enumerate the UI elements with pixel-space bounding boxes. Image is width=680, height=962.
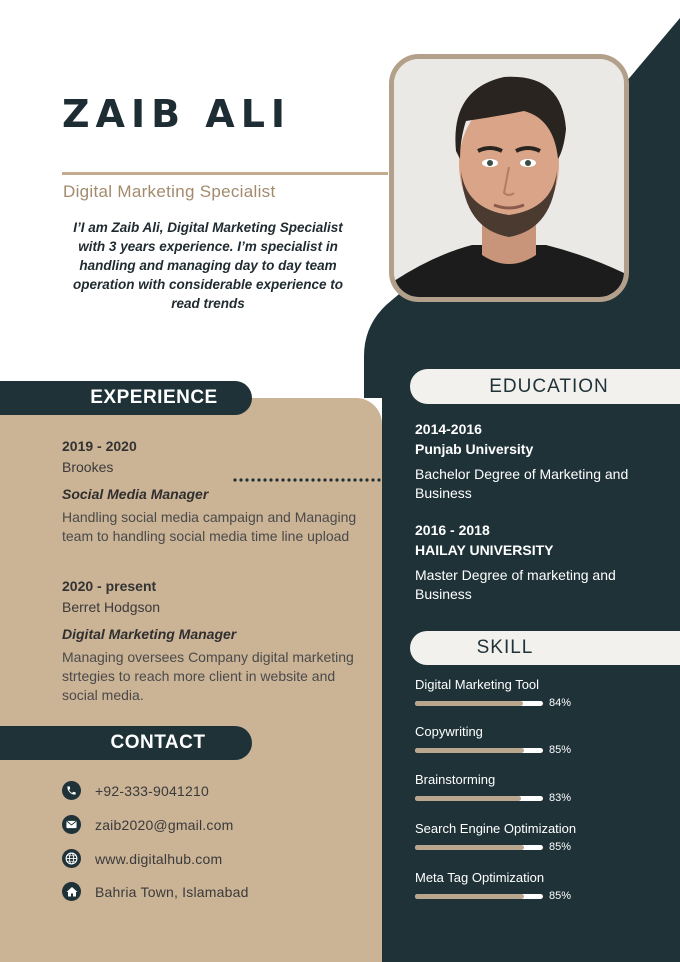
candidate-name: ZAIB ALI (62, 92, 292, 136)
experience-description: Handling social media campaign and Managing team to handling social media time line upload (62, 509, 357, 544)
skill-bar (415, 842, 655, 854)
skill-percent: 85% (549, 890, 572, 902)
skill-name: Meta Tag Optimization (415, 870, 545, 885)
phone-icon (62, 781, 81, 800)
portrait-illustration (394, 59, 624, 297)
contact-email-text: zaib2020@gmail.com (95, 816, 234, 833)
skill-item (415, 870, 655, 903)
experience-period: 2020 - present (62, 578, 157, 594)
experience-heading: EXPERIENCE (0, 381, 252, 415)
skill-percent: 85% (549, 841, 572, 853)
home-icon (62, 882, 81, 901)
skill-bar (415, 698, 655, 710)
education-period: 2016 - 2018 (415, 522, 490, 538)
skill-name: Copywriting (415, 724, 483, 739)
education-heading: EDUCATION (410, 369, 680, 404)
skill-bar-fill (415, 796, 521, 801)
contact-email[interactable] (62, 815, 233, 834)
job-title: Digital Marketing Specialist (63, 182, 276, 201)
experience-role: Social Media Manager (62, 486, 209, 502)
skill-name: Digital Marketing Tool (415, 677, 540, 692)
skill-item (415, 772, 655, 805)
skill-name: Brainstorming (415, 772, 496, 787)
skill-bar (415, 745, 655, 757)
skill-bar (415, 891, 655, 903)
skill-bar-fill (415, 701, 523, 706)
name-divider (62, 172, 388, 175)
education-degree: Bachelor Degree of Marketing and Business (415, 466, 629, 501)
skill-item (415, 724, 655, 757)
skill-bar-fill (415, 748, 524, 753)
skill-bar (415, 793, 655, 805)
experience-description: Managing oversees Company digital marketing strtegies to reach more client in website and social media. (62, 649, 354, 703)
experience-role: Digital Marketing Manager (62, 626, 237, 642)
experience-company: Brookes (62, 459, 114, 475)
education-school: HAILAY UNIVERSITY (415, 542, 554, 558)
profile-photo (389, 54, 629, 302)
contact-address-text: Bahria Town, Islamabad (95, 883, 249, 900)
skill-item (415, 821, 655, 854)
skill-percent: 83% (549, 792, 572, 804)
education-school: Punjab University (415, 441, 534, 457)
contact-address (62, 882, 249, 901)
skill-bar-fill (415, 894, 524, 899)
skill-item (415, 677, 655, 710)
contact-website-text: www.digitalhub.com (95, 850, 223, 867)
skill-heading: SKILL (410, 631, 680, 665)
education-period: 2014-2016 (415, 421, 482, 437)
skill-percent: 85% (549, 744, 572, 756)
dotted-connector (232, 478, 382, 482)
experience-company: Berret Hodgson (62, 599, 161, 615)
globe-icon (62, 849, 81, 868)
contact-phone[interactable] (62, 781, 209, 800)
email-icon (62, 815, 81, 834)
contact-website[interactable] (62, 849, 222, 868)
experience-period: 2019 - 2020 (62, 438, 137, 454)
skill-percent: 84% (549, 697, 572, 709)
education-degree: Master Degree of marketing and Business (415, 567, 616, 602)
intro-paragraph: I’I am Zaib Ali, Digital Marketing Specialist with 3 years experience. I’m specialist in handling and managing day to day team operation with considerable experience to read trends (72, 220, 344, 311)
contact-phone-text: +92-333-9041210 (95, 782, 209, 799)
skill-name: Search Engine Optimization (415, 821, 577, 836)
contact-heading: CONTACT (0, 726, 252, 760)
skill-bar-fill (415, 845, 524, 850)
